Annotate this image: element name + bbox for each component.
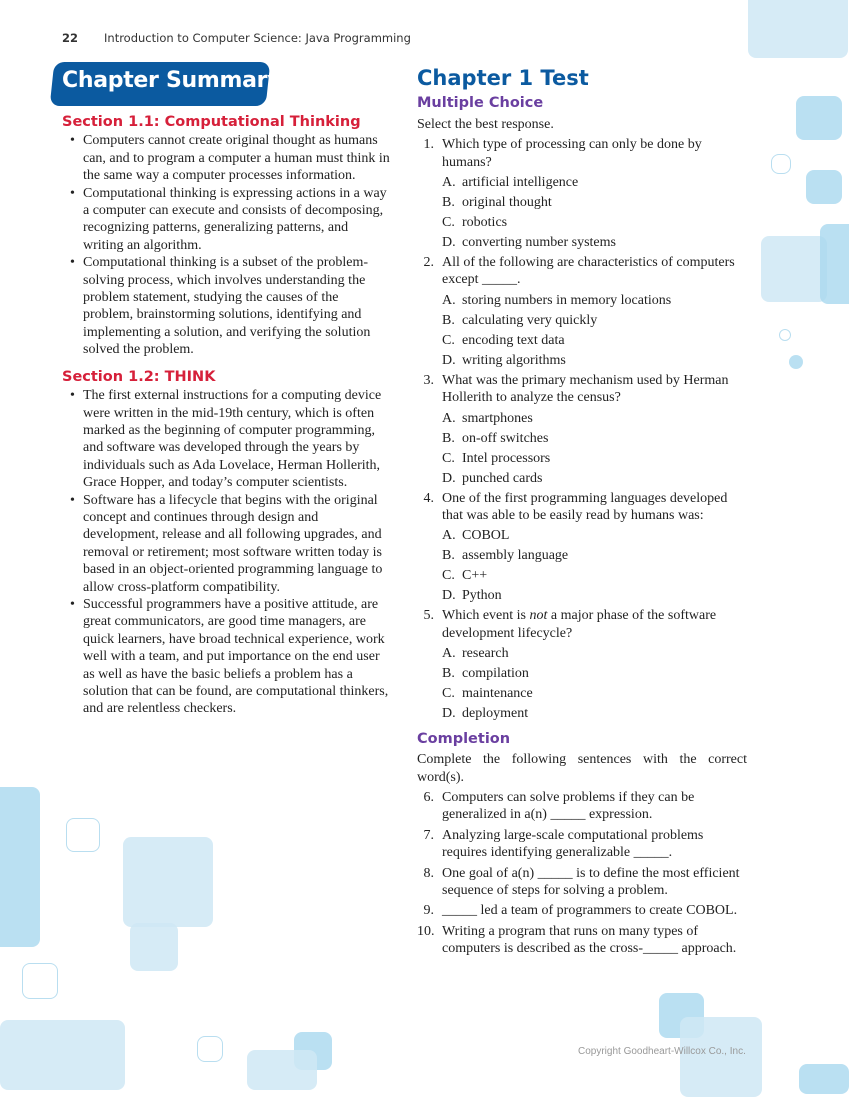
- option-letter: C.: [442, 686, 455, 702]
- question-number: 8.: [423, 865, 434, 881]
- option-text: smartphones: [462, 410, 533, 426]
- decorative-square: [779, 329, 791, 341]
- question-number: 2.: [423, 255, 434, 271]
- option-letter: D.: [442, 588, 456, 604]
- option-letter: A.: [442, 292, 456, 308]
- answer-option: [417, 587, 747, 604]
- option-text: C++: [462, 568, 488, 584]
- question-text: Computers can solve problems if they can be generalized in a(n) _____ expression.: [442, 789, 695, 823]
- question: [417, 490, 747, 525]
- question-text: One goal of a(n) _____ is to define the most efficient sequence of steps for solving a problem.: [442, 865, 740, 898]
- decorative-square: [197, 1036, 223, 1062]
- option-text: Intel processors: [462, 450, 551, 466]
- decorative-square: [680, 1017, 762, 1097]
- decorative-square: [771, 154, 791, 174]
- question-text: All of the following are characteristics of computers except _____.: [442, 255, 735, 288]
- bullet-item: • Computational thinking is a subset of the problem-solving process, which involves understanding the problem statement, studying the causes of the problem, brainstorming solutions, identifying and implementing a solution, and verifying the solution solved the problem.: [62, 254, 392, 358]
- multiple-choice-heading: Multiple Choice: [417, 95, 544, 112]
- option-text: artificial intelligence: [462, 175, 579, 191]
- answer-option: [417, 214, 747, 231]
- option-text: assembly language: [462, 548, 569, 564]
- question-number: 9.: [423, 903, 434, 919]
- option-text: calculating very quickly: [462, 312, 598, 328]
- option-letter: A.: [442, 528, 456, 544]
- chapter-test-column: [417, 66, 747, 961]
- answer-option: [417, 194, 747, 211]
- option-letter: C.: [442, 215, 455, 231]
- bullet-list: [62, 132, 392, 358]
- answer-option: [417, 665, 747, 682]
- question: [417, 865, 747, 900]
- answer-option: [417, 292, 747, 309]
- decorative-square: [130, 923, 178, 971]
- option-letter: C.: [442, 450, 455, 466]
- option-text: COBOL: [462, 528, 510, 544]
- option-text: original thought: [462, 195, 552, 211]
- question-number: 10.: [417, 923, 435, 939]
- option-text: writing algorithms: [462, 352, 566, 368]
- option-letter: C.: [442, 568, 455, 584]
- decorative-square: [796, 96, 842, 140]
- option-letter: D.: [442, 235, 456, 251]
- page-number: 22: [62, 31, 79, 45]
- option-letter: B.: [442, 195, 455, 211]
- option-letter: D.: [442, 352, 456, 368]
- decorative-square: [789, 355, 803, 369]
- multiple-choice-list: [417, 136, 747, 722]
- answer-option: [417, 567, 747, 584]
- question-text: a major phase of the software development lifecycle?: [442, 608, 717, 641]
- decorative-square: [22, 963, 58, 999]
- chapter-summary-title: Chapter Summary: [62, 68, 282, 93]
- answer-option: [417, 312, 747, 329]
- question-number: 4.: [423, 490, 434, 506]
- option-letter: B.: [442, 312, 455, 328]
- completion-instructions: Complete the following sentences with the correct word(s).: [417, 752, 747, 785]
- decorative-square: [761, 236, 827, 302]
- decorative-square: [247, 1050, 317, 1090]
- question: [417, 923, 747, 958]
- answer-option: [417, 685, 747, 702]
- question: [417, 827, 747, 862]
- decorative-square: [0, 787, 40, 947]
- bullet-list: [62, 387, 392, 718]
- answer-option: [417, 450, 747, 467]
- answer-option: [417, 332, 747, 349]
- decorative-square: [66, 818, 100, 852]
- answer-option: [417, 705, 747, 722]
- question-text: Writing a program that runs on many types of computers is described as the cross-_____ approach.: [442, 923, 737, 957]
- option-letter: B.: [442, 548, 455, 564]
- option-text: converting number systems: [462, 235, 616, 251]
- answer-option: [417, 645, 747, 662]
- question-text: What was the primary mechanism used by Herman Hollerith to analyze the census?: [442, 372, 729, 406]
- question: [417, 254, 747, 289]
- option-letter: A.: [442, 646, 456, 662]
- mc-instructions: Select the best response.: [417, 116, 554, 132]
- option-text: encoding text data: [462, 332, 565, 348]
- option-letter: A.: [442, 410, 456, 426]
- question: [417, 372, 747, 407]
- option-letter: B.: [442, 430, 455, 446]
- option-text: research: [462, 646, 509, 662]
- question-emphasis: not: [529, 608, 548, 624]
- option-text: robotics: [462, 215, 508, 231]
- decorative-square: [820, 224, 849, 304]
- decorative-square: [806, 170, 842, 204]
- bullet-item: • The first external instructions for a computing device were written in the mid-19th century, which is often marked as the beginning of computer programming, and software was developed through the years by individuals such as Ada Lovelace, Herman Hollerith, Grace Hopper, and today’s computer scientists.: [62, 387, 392, 491]
- decorative-square: [123, 837, 213, 927]
- question-text: Which type of processing can only be done by humans?: [442, 137, 702, 170]
- question: [417, 789, 747, 824]
- answer-option: [417, 547, 747, 564]
- answer-option: [417, 174, 747, 191]
- option-letter: D.: [442, 706, 456, 722]
- bullet-item: • Successful programmers have a positive attitude, are great communicators, are good time managers, are quick learners, have broad technical experience, work well with a team, and put importance on the end user as well as have the basic beliefs a problem has a solution that can be found, are computational thinkers, and are relentless checkers.: [62, 596, 392, 718]
- question-number: 5.: [423, 608, 434, 624]
- answer-option: [417, 352, 747, 369]
- option-letter: C.: [442, 332, 455, 348]
- bullet-item: • Computational thinking is expressing actions in a way a computer can execute and consists of decomposing, recognizing patterns, generalizing patterns, and writing an algorithm.: [62, 185, 392, 255]
- option-text: deployment: [462, 706, 529, 722]
- question: [417, 902, 747, 919]
- running-header: [62, 31, 411, 45]
- copyright: Copyright Goodheart-Willcox Co., Inc.: [578, 1046, 746, 1057]
- question: [417, 607, 747, 642]
- option-text: compilation: [462, 666, 529, 682]
- section-heading: Section 1.2: THINK: [62, 368, 216, 385]
- option-text: storing numbers in memory locations: [462, 292, 672, 308]
- option-text: maintenance: [462, 686, 533, 702]
- question-text: One of the first programming languages developed that was able to be easily read by humans was:: [442, 490, 728, 524]
- question-text: _____ led a team of programmers to create COBOL.: [442, 903, 738, 919]
- question: [417, 136, 747, 171]
- bullet-item: • Computers cannot create original thought as humans can, and to program a computer a human must think in the same way a computer processes information.: [62, 132, 392, 184]
- section-heading: Section 1.1: Computational Thinking: [62, 114, 361, 130]
- decorative-square: [799, 1064, 849, 1094]
- test-title: Chapter 1 Test: [417, 66, 589, 90]
- decorative-square: [0, 1020, 125, 1090]
- option-text: on-off switches: [462, 430, 549, 446]
- answer-option: [417, 527, 747, 544]
- question-text: Which event is: [442, 608, 530, 624]
- completion-list: [417, 789, 747, 958]
- question-number: 1.: [423, 137, 434, 153]
- completion-heading: Completion: [417, 730, 511, 747]
- bullet-item: • Software has a lifecycle that begins with the original concept and continues through design and development, release and all following upgrades, and removal or retirement; most software written today is based in an object-oriented programming language to allow cross-platform compatibility.: [62, 492, 392, 596]
- answer-option: [417, 410, 747, 427]
- decorative-square: [748, 0, 848, 58]
- option-text: Python: [462, 588, 502, 604]
- chapter-summary-column: [62, 114, 392, 728]
- answer-option: [417, 234, 747, 251]
- option-letter: B.: [442, 666, 455, 682]
- option-letter: A.: [442, 175, 456, 191]
- option-text: punched cards: [462, 470, 543, 486]
- answer-option: [417, 430, 747, 447]
- question-number: 6.: [423, 789, 434, 805]
- question-number: 7.: [423, 827, 434, 843]
- answer-option: [417, 470, 747, 487]
- option-letter: D.: [442, 470, 456, 486]
- book-title: Introduction to Computer Science: Java Programming: [104, 31, 411, 45]
- question-number: 3.: [423, 372, 434, 388]
- question-text: Analyzing large-scale computational problems requires identifying generalizable _____.: [442, 827, 704, 861]
